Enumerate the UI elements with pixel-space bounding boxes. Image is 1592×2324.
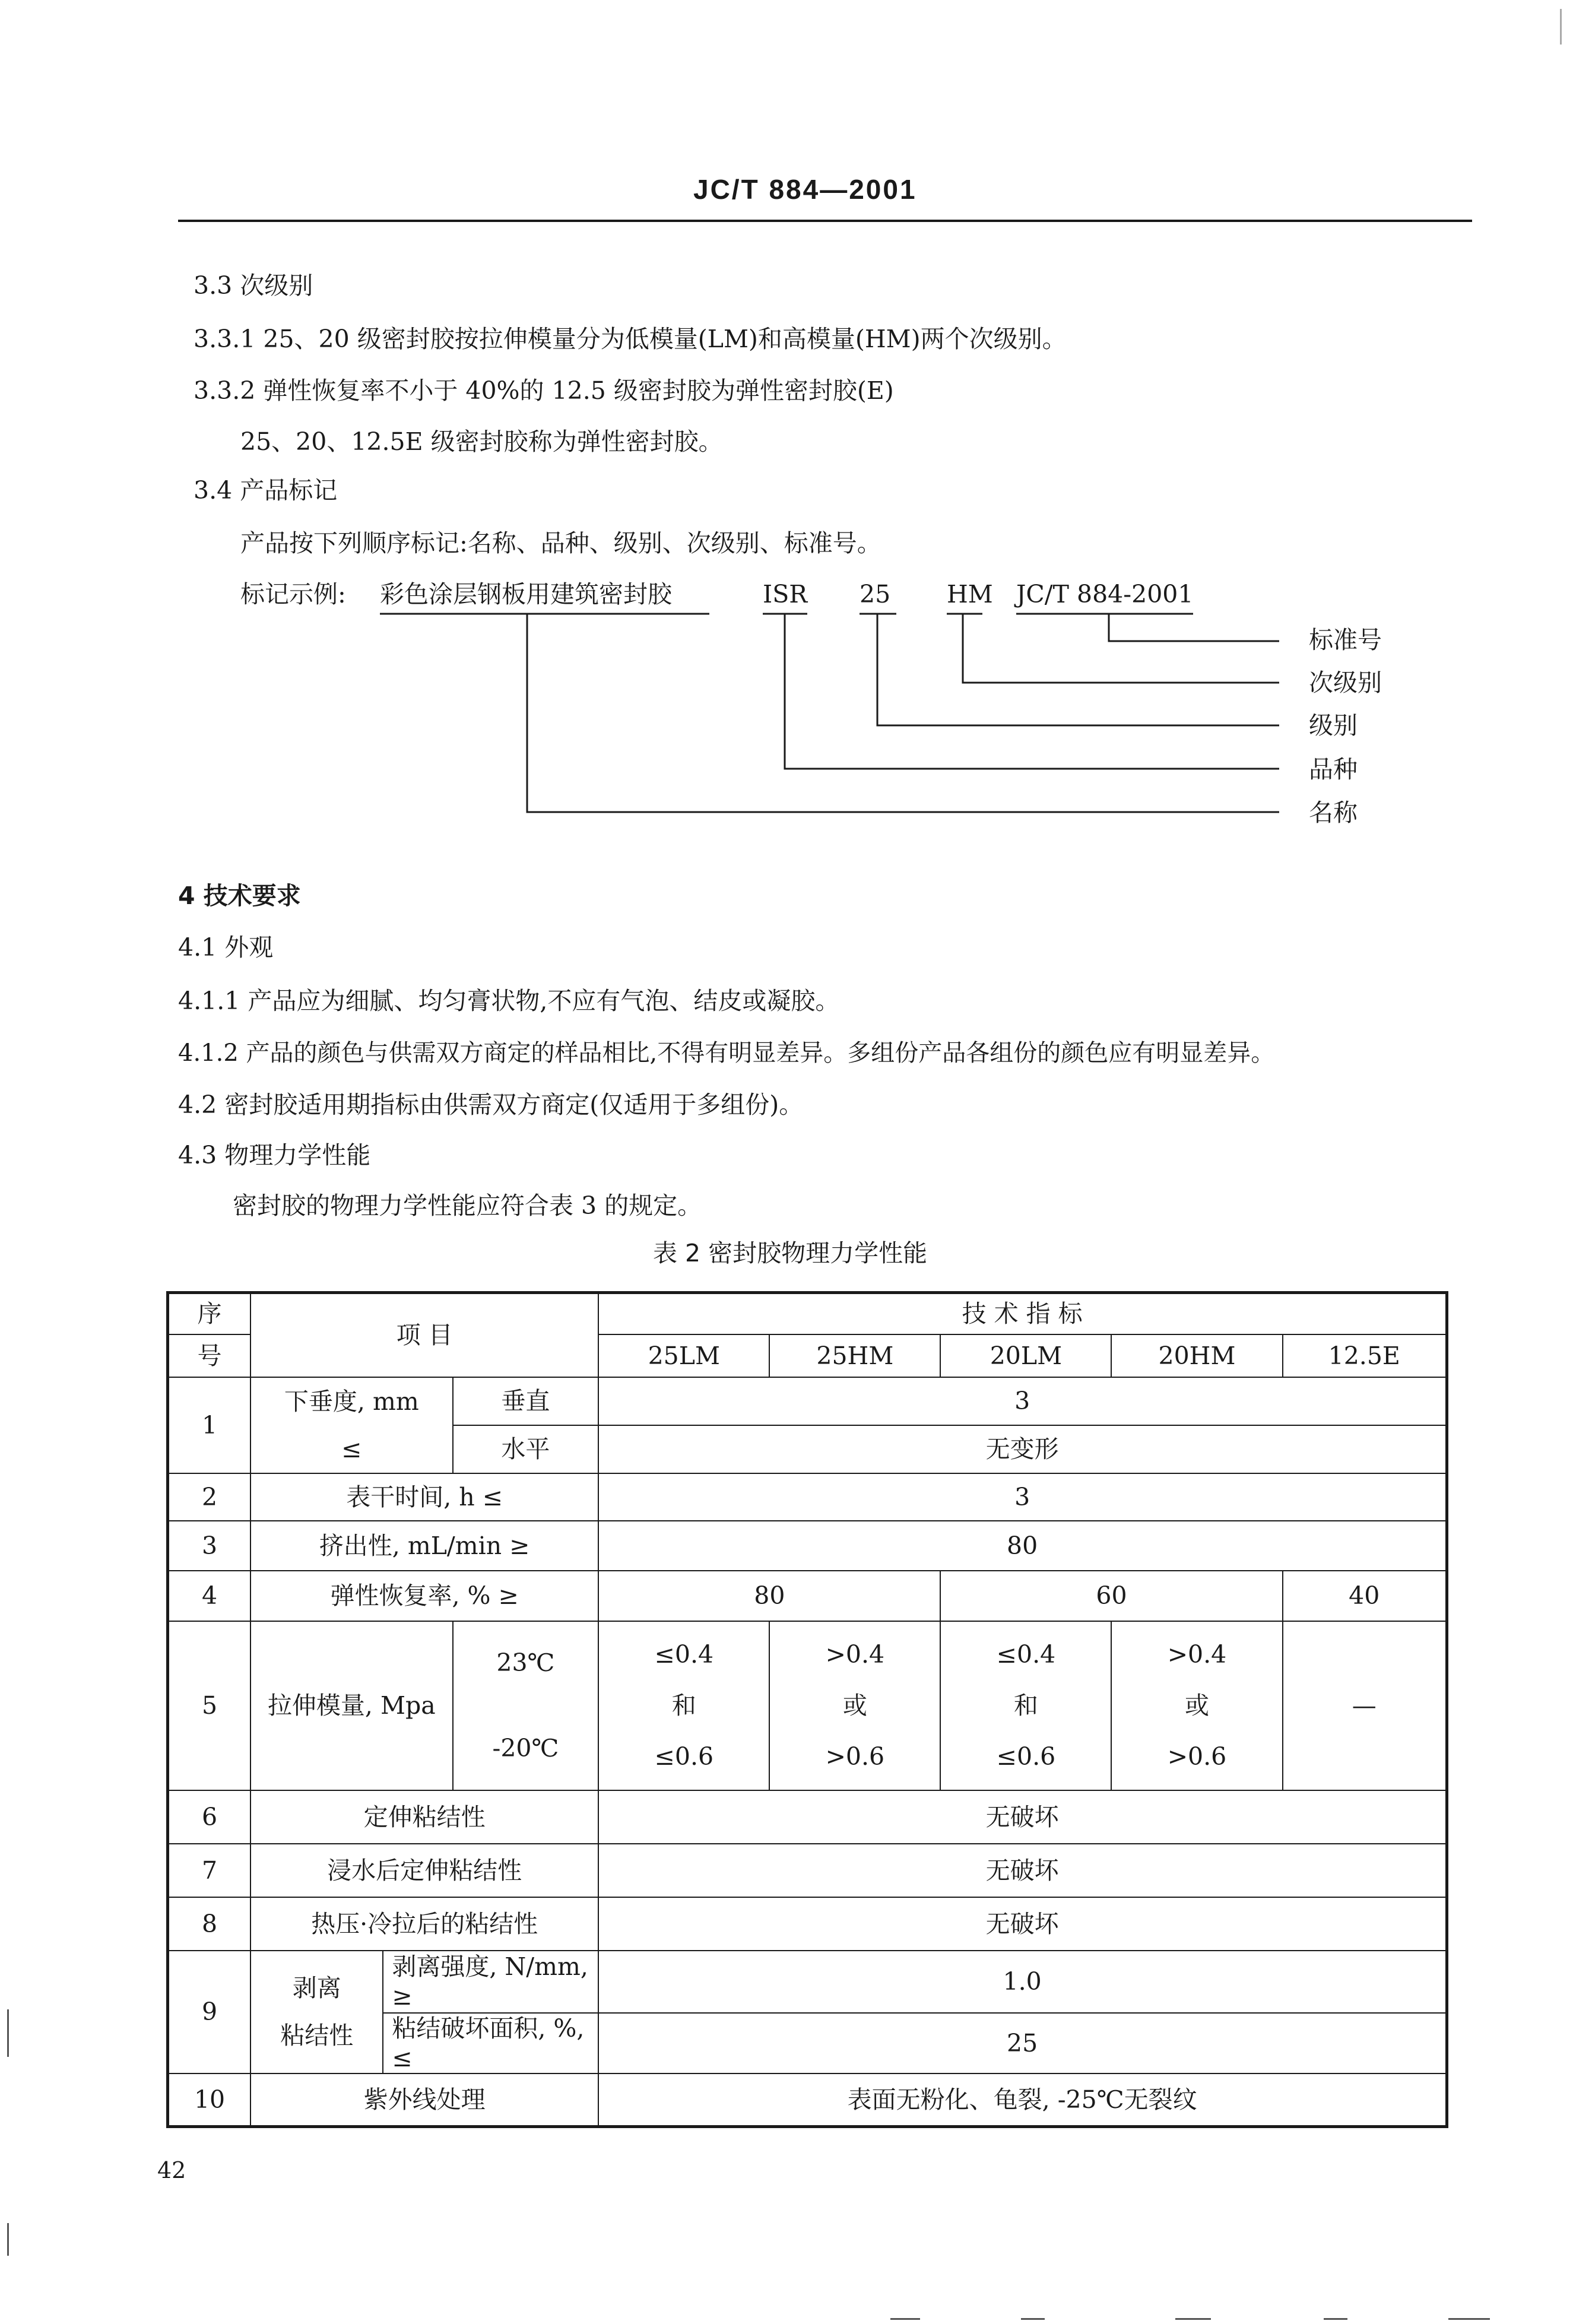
row-value-20: 60 — [940, 1571, 1282, 1621]
marking-name: 彩色涂层钢板用建筑密封胶 — [380, 580, 672, 608]
table-row — [168, 1951, 1447, 2013]
row-value: 3 — [598, 1377, 1447, 1425]
section-4-3: 4.3 物理力学性能 — [178, 1141, 371, 1169]
table-row — [168, 1844, 1447, 1897]
row-sub-peel-strength: 剥离强度, N/mm, ≥ — [383, 1951, 598, 2013]
section-4-1-2: 4.1.2 产品的颜色与供需双方商定的样品相比,不得有明显差异。多组份产品各组份的颜色应有明显差异。 — [178, 1039, 1275, 1067]
row-item: 下垂度, mm ≤ — [250, 1377, 453, 1473]
marking-label-standard: 标准号 — [1309, 626, 1382, 654]
row-sub-horizontal: 水平 — [453, 1425, 599, 1473]
marking-prefix: 标记示例: — [240, 580, 346, 608]
col-12-5e: 12.5E — [1283, 1334, 1447, 1377]
marking-label-name: 名称 — [1309, 798, 1358, 827]
section-4-2: 4.2 密封胶适用期指标由供需双方商定(仅适用于多组份)。 — [178, 1090, 804, 1119]
row-value-25: 80 — [598, 1571, 940, 1621]
header-no: 序 — [168, 1293, 251, 1334]
table-row — [168, 1571, 1447, 1621]
page-number: 42 — [157, 2157, 186, 2183]
row-value: 25 — [598, 2013, 1447, 2073]
section-3-3: 3.3 次级别 — [194, 271, 313, 300]
scan-artifact — [1175, 2318, 1211, 2320]
scan-artifact — [890, 2318, 920, 2320]
standard-number-header: JC/T 884—2001 — [693, 174, 917, 205]
section-3-4: 3.4 产品标记 — [194, 476, 338, 505]
row-no: 8 — [168, 1897, 251, 1951]
row-item: 拉伸模量, Mpa — [250, 1621, 453, 1790]
row-value: 无破坏 — [598, 1897, 1447, 1951]
row-no: 3 — [168, 1521, 251, 1571]
header-spec: 技 术 指 标 — [598, 1293, 1447, 1334]
row-value-20lm: ≤0.4 和 ≤0.6 — [940, 1621, 1111, 1790]
table-row — [168, 1521, 1447, 1571]
row-item: 浸水后定伸粘结性 — [250, 1844, 598, 1897]
row-value: 无破坏 — [598, 1790, 1447, 1844]
marking-standard: JC/T 884-2001 — [1016, 580, 1194, 608]
row-value-12-5e: 40 — [1283, 1571, 1447, 1621]
table-row — [168, 1897, 1447, 1951]
row-no: 5 — [168, 1621, 251, 1790]
table-row — [168, 1621, 1447, 1790]
marking-grade: 25 — [860, 580, 891, 608]
table-caption: 表 2 密封胶物理力学性能 — [653, 1239, 928, 1267]
row-no: 9 — [168, 1951, 251, 2073]
table-row — [168, 2073, 1447, 2127]
section-4: 4 技术要求 — [178, 882, 301, 910]
scan-artifact — [7, 2009, 9, 2057]
col-20lm: 20LM — [940, 1334, 1111, 1377]
row-temps: 23℃ -20℃ — [453, 1621, 599, 1790]
row-value: 表面无粉化、龟裂, -25℃无裂纹 — [598, 2073, 1447, 2127]
row-item: 热压·冷拉后的粘结性 — [250, 1897, 598, 1951]
header-item: 项 目 — [250, 1293, 598, 1377]
scan-artifact — [1448, 2318, 1490, 2320]
section-4-3-text: 密封胶的物理力学性能应符合表 3 的规定。 — [233, 1191, 702, 1220]
section-3-3-2: 3.3.2 弹性恢复率不小于 40%的 12.5 级密封胶为弹性密封胶(E) — [194, 376, 894, 405]
row-value: 无变形 — [598, 1425, 1447, 1473]
row-value-25hm: >0.4 或 >0.6 — [769, 1621, 940, 1790]
row-value-25lm: ≤0.4 和 ≤0.6 — [598, 1621, 769, 1790]
marking-label-grade: 级别 — [1309, 711, 1358, 740]
section-3-3-1: 3.3.1 25、20 级密封胶按拉伸模量分为低模量(LM)和高模量(HM)两个次级别。 — [194, 325, 1067, 353]
table-row — [168, 1790, 1447, 1844]
row-item: 弹性恢复率, % ≥ — [250, 1571, 598, 1621]
col-25hm: 25HM — [769, 1334, 940, 1377]
section-4-1: 4.1 外观 — [178, 933, 274, 962]
section-3-4-text: 产品按下列顺序标记:名称、品种、级别、次级别、标准号。 — [240, 529, 881, 557]
section-3-3-2-cont: 25、20、12.5E 级密封胶称为弹性密封胶。 — [240, 427, 723, 456]
marking-label-subgrade: 次级别 — [1309, 668, 1382, 697]
properties-table — [166, 1291, 1448, 2128]
row-value: 3 — [598, 1473, 1447, 1521]
col-20hm: 20HM — [1111, 1334, 1282, 1377]
row-value-20hm: >0.4 或 >0.6 — [1111, 1621, 1282, 1790]
scan-artifact — [1560, 9, 1562, 45]
scan-artifact — [7, 2223, 9, 2256]
row-item: 定伸粘结性 — [250, 1790, 598, 1844]
row-no: 10 — [168, 2073, 251, 2127]
table-row — [168, 1377, 1447, 1425]
marking-label-variety: 品种 — [1309, 755, 1358, 784]
row-no: 4 — [168, 1571, 251, 1621]
col-25lm: 25LM — [598, 1334, 769, 1377]
row-no: 2 — [168, 1473, 251, 1521]
row-item: 挤出性, mL/min ≥ — [250, 1521, 598, 1571]
row-value: 1.0 — [598, 1951, 1447, 2013]
row-sub-vertical: 垂直 — [453, 1377, 599, 1425]
row-value-12-5e: — — [1283, 1621, 1447, 1790]
marking-subgrade: HM — [947, 580, 993, 608]
row-no: 6 — [168, 1790, 251, 1844]
row-item: 表干时间, h ≤ — [250, 1473, 598, 1521]
row-item: 紫外线处理 — [250, 2073, 598, 2127]
row-no: 7 — [168, 1844, 251, 1897]
row-value: 80 — [598, 1521, 1447, 1571]
marking-variety: ISR — [763, 580, 808, 608]
header-no-bottom: 号 — [168, 1334, 251, 1377]
section-4-1-1: 4.1.1 产品应为细腻、均匀膏状物,不应有气泡、结皮或凝胶。 — [178, 987, 840, 1015]
table-row — [168, 1473, 1447, 1521]
scan-artifact — [1324, 2318, 1347, 2320]
row-group: 剥离 粘结性 — [250, 1951, 383, 2073]
row-no: 1 — [168, 1377, 251, 1473]
scan-artifact — [1021, 2318, 1045, 2320]
row-value: 无破坏 — [598, 1844, 1447, 1897]
row-sub-bond-failure: 粘结破坏面积, %, ≤ — [383, 2013, 598, 2073]
